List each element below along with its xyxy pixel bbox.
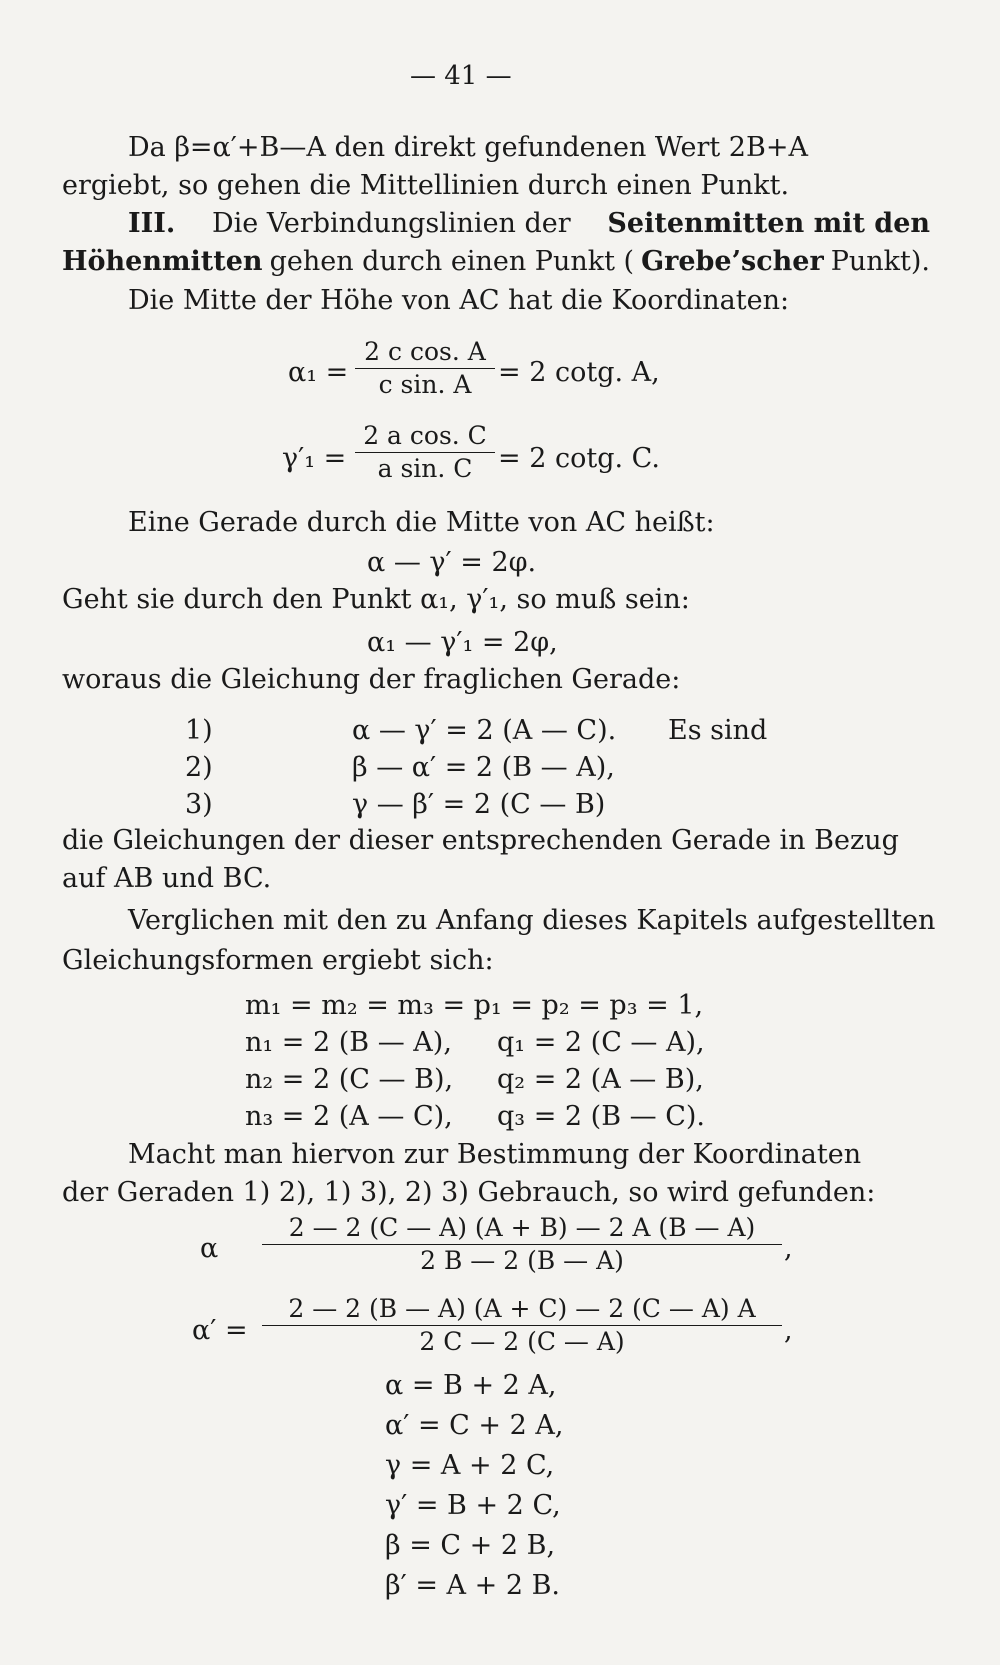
formula: m₁ = m₂ = m₃ = p₁ = p₂ = p₃ = 1, [245,990,704,1021]
formula: γ — β′ = 2 (C — B) [352,789,606,820]
fraction-denominator: 2 B — 2 (B — A) [420,1246,624,1275]
fraction-numerator: 2 — 2 (C — A) (A + B) — 2 A (B — A) [262,1212,782,1245]
formula: β = C + 2 B, [385,1530,556,1561]
section-label: III. [128,208,176,239]
text-line: Macht man hiervon zur Bestimmung der Koordinaten [128,1139,862,1170]
formula-lhs: α′ = [192,1315,248,1346]
formula: q₂ = 2 (A — B), [497,1064,704,1095]
formula: γ = A + 2 C, [385,1450,555,1481]
formula-rhs: = 2 cotg. C. [498,443,660,474]
text-line [62,244,930,280]
text-line: Eine Gerade durch die Mitte von AC heißt: [128,507,715,538]
text-line: der Geraden 1) 2), 1) 3), 2) 3) Gebrauch, so wird gefunden: [62,1177,876,1208]
formula-rhs: = 2 cotg. A, [498,357,660,388]
formula: q₁ = 2 (C — A), [497,1027,705,1058]
text-line: die Gleichungen der dieser entsprechenden Gerade in Bezug [62,825,899,856]
formula: γ′ = B + 2 C, [385,1490,561,1521]
formula: q₃ = 2 (B — C). [497,1101,705,1132]
text-line: Geht sie durch den Punkt α₁, γ′₁, so muß sein: [62,584,690,615]
formula: α — γ′ = 2φ. [367,547,537,578]
formula: α′ = C + 2 A, [385,1410,564,1441]
text-fragment: gehen durch einen Punkt ( [269,246,635,277]
equation-number: 3) [185,789,213,820]
formula: β — α′ = 2 (B — A), [352,752,615,783]
formula-lhs: α₁ = [288,357,349,388]
text-line-content: ergiebt, so gehen die Mittellinien durch einen Punkt. [62,170,790,201]
equation-number: 2) [185,752,213,783]
formula-lhs: α [200,1233,219,1264]
fraction-denominator: c sin. A [378,370,472,399]
text-line: Verglichen mit den zu Anfang dieses Kapitels aufgestellten [128,905,936,936]
equation-number: 1) [185,715,213,746]
fraction [355,336,495,401]
formula-lhs: γ′₁ = [282,443,347,474]
text-line: Die Mitte der Höhe von AC hat die Koordinaten: [128,285,790,316]
formula: n₂ = 2 (C — B), [245,1064,454,1095]
fraction-denominator: a sin. C [377,454,473,483]
fraction [262,1212,782,1277]
fraction-numerator: 2 c cos. A [355,336,495,369]
text-line: woraus die Gleichung der fraglichen Gerade: [62,664,681,695]
section-heading-line [128,206,930,242]
bold-fragment: Grebe’scher [641,246,824,277]
text-fragment: Es sind [668,715,768,746]
text-line: Da β=α′+B—A den direkt gefundenen Wert 2B+A [128,132,808,163]
text-fragment: Die Verbindungslinien der [212,208,571,239]
formula: α = B + 2 A, [385,1370,557,1401]
formula: α — γ′ = 2 (A — C). [352,715,617,746]
text-fragment: Punkt). [830,246,930,277]
formula-punctuation: , [784,1315,793,1346]
formula: n₃ = 2 (A — C), [245,1101,453,1132]
fraction-numerator: 2 a cos. C [355,420,495,453]
fraction-numerator: 2 — 2 (B — A) (A + C) — 2 (C — A) A [262,1293,782,1326]
text-line: auf AB und BC. [62,863,272,894]
text-line [62,168,930,204]
bold-fragment: Höhenmitten [62,246,263,277]
formula: β′ = A + 2 B. [385,1570,560,1601]
fraction [355,420,495,485]
fraction [262,1293,782,1358]
formula-punctuation: , [784,1233,793,1264]
bold-fragment: Seitenmitten mit den [607,208,930,239]
formula: n₁ = 2 (B — A), [245,1027,452,1058]
formula: α₁ — γ′₁ = 2φ, [367,627,558,658]
page-number: — 41 — [410,61,512,91]
fraction-denominator: 2 C — 2 (C — A) [419,1327,625,1356]
text-line: Gleichungsformen ergiebt sich: [62,945,494,976]
